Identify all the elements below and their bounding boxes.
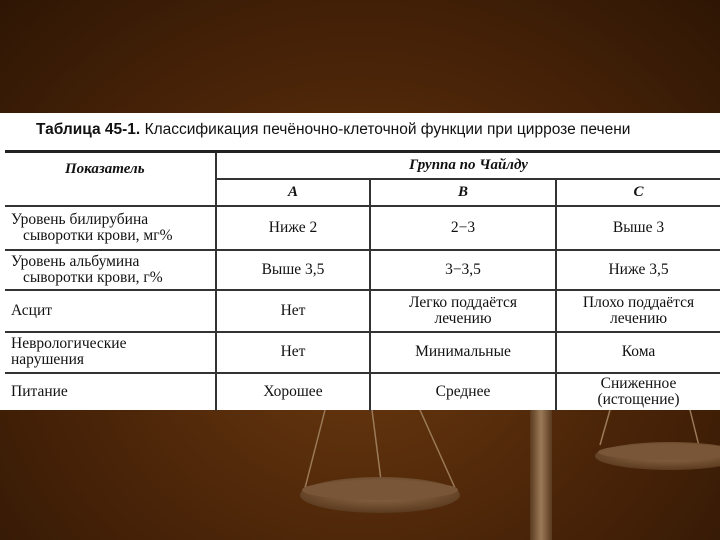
class-c-cell: Ниже 3,5: [556, 250, 720, 290]
class-a-cell: Нет: [216, 290, 370, 332]
class-c-cell: Сниженное (истощение): [556, 373, 720, 411]
class-a-header: A: [216, 179, 370, 206]
class-a-cell: Нет: [216, 332, 370, 373]
class-b-cell: 2−3: [370, 206, 556, 250]
indicator-cell: Неврологические нарушения: [5, 332, 216, 373]
table-row: [5, 206, 720, 250]
class-c-cell: Кома: [556, 332, 720, 373]
class-a-cell: Выше 3,5: [216, 250, 370, 290]
class-a-cell: Ниже 2: [216, 206, 370, 250]
indicator-cell: Уровень билирубина сыворотки крови, мг%: [5, 206, 216, 250]
class-b-cell: 3−3,5: [370, 250, 556, 290]
indicator-cell: Питание: [5, 373, 216, 411]
table-row: [5, 250, 720, 290]
caption-text: Классификация печёночно-клеточной функции при циррозе печени: [144, 121, 631, 138]
class-c-cell: Выше 3: [556, 206, 720, 250]
group-header: Группа по Чайлду: [216, 152, 720, 179]
child-pugh-table: [5, 150, 720, 411]
table-row: [5, 373, 720, 411]
indicator-header: Показатель: [5, 152, 216, 206]
class-a-cell: Хорошее: [216, 373, 370, 411]
class-c-header: C: [556, 179, 720, 206]
indicator-cell: Уровень альбумина сыворотки крови, г%: [5, 250, 216, 290]
class-b-cell: Среднее: [370, 373, 556, 411]
scale-pole: [530, 405, 552, 540]
table-row: [5, 332, 720, 373]
table-row: [5, 290, 720, 332]
class-b-cell: Легко поддаётся лечению: [370, 290, 556, 332]
class-c-cell: Плохо поддаётся лечению: [556, 290, 720, 332]
class-b-header: B: [370, 179, 556, 206]
caption-label: Таблица 45-1.: [36, 121, 141, 138]
table-caption: [36, 121, 720, 139]
indicator-cell: Асцит: [5, 290, 216, 332]
class-b-cell: Минимальные: [370, 332, 556, 373]
